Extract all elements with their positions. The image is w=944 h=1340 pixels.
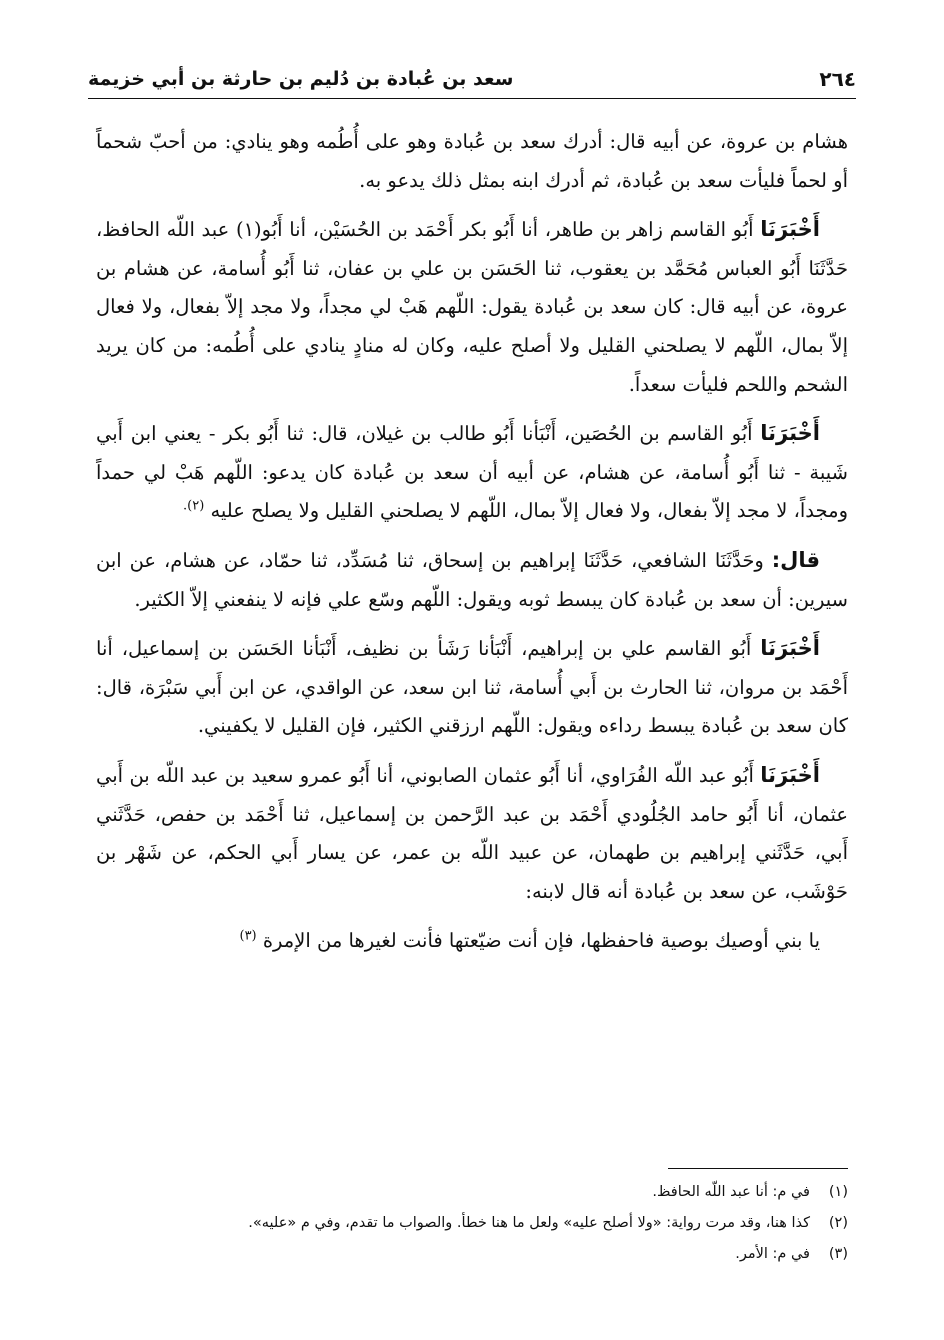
paragraph-4 (96, 541, 848, 619)
main-text (96, 122, 848, 971)
paragraph-lead: أَخْبَرَنَا (760, 636, 821, 661)
footnotes (96, 1168, 848, 1270)
footnote-ref: (٣) (239, 928, 257, 944)
footnote-text: كذا هنا، وقد مرت رواية: «ولا أصلح عليه» ولعل ما هنا خطأ. والصواب ما تقدم، وفي م «عليه». (248, 1215, 810, 1231)
paragraph-3 (96, 414, 848, 531)
paragraph-5 (96, 629, 848, 746)
running-title: سعد بن عُبادة بن دُليم بن حارثة بن أبي خزيمة (88, 68, 514, 90)
paragraph-1 (96, 122, 848, 200)
paragraph-text: أَبُو القاسم علي بن إبراهيم، أَنْبَأنا رَشَأ بن نظيف، أَنْبَأنا الحَسَن بن إسماعيل، أنا أَحْمَد بن مروان، ثنا الحارث بن أَبي أُسامة، ثنا ابن سعد، عن الواقدي، عن ابن أَبي سَبْرَة، قال: كان سعد بن عُبادة يبسط رداءه ويقول: اللّهم ارزقني الكثير، فإن القليل لا يكفيني. (96, 637, 848, 738)
footnote-text: في م: أنا عبد اللّه الحافظ. (652, 1184, 810, 1200)
paragraph-lead: أَخْبَرَنَا (760, 421, 821, 446)
footnote-divider (668, 1168, 848, 1169)
paragraph-lead: أَخْبَرَنَا (760, 762, 821, 787)
footnote-number: (٢) (828, 1215, 848, 1231)
footnote-3 (96, 1239, 848, 1270)
paragraph-text: أَبُو عبد اللّه الفُرَاوي، أنا أَبُو عثمان الصابوني، أنا أَبُو عمرو سعيد بن عبد اللّه بن أَبي عثمان، أنا أَبُو حامد الجُلُودي أَحْمَد بن عبد الرَّحمن بن إسماعيل، ثنا أَحْمَد بن حفص، حَدَّثَني أَبي، حَدَّثَني إبراهيم بن طهمان، عن عبيد اللّه بن عمر، عن يسار أَبي الحكم، عن شَهْر بن حَوْشَب، عن سعد بن عُبادة أنه قال لابنه: (96, 763, 848, 903)
paragraph-7 (96, 921, 848, 961)
paragraph-text: يا بني أوصيك بوصية فاحفظها، فإن أنت ضيّعتها فأنت لغيرها من الإمرة (262, 929, 820, 953)
paragraph-text: أَبُو القاسم زاهر بن طاهر، أنا أَبُو بكر أَحْمَد بن الحُسَيْن، أنا أَبُو(١) عبد اللّه الحافظ، حَدَّثَنَا أَبُو العباس مُحَمَّد بن يعقوب، ثنا الحَسَن بن علي بن عفان، ثنا أَبُو أُسامة، عن هشام بن عروة، عن أبيه قال: كان سعد بن عُبادة يقول: اللّهم هَبْ لي مجداً، ولا مجد إلاّ بفعال، ولا فعال إلاّ بمال، اللّهم لا يصلحني القليل ولا أصلح عليه، وكان له منادٍ ينادي على أُطُمه: من كان يريد الشحم واللحم فليأت سعداً. (96, 218, 848, 396)
paragraph-lead: قال: (771, 547, 820, 572)
paragraph-6 (96, 756, 848, 911)
running-head (88, 60, 856, 99)
footnote-2 (96, 1208, 848, 1239)
footnote-ref: (٢). (182, 498, 205, 514)
paragraph-lead: أَخْبَرَنَا (760, 217, 820, 242)
paragraph-text: وحَدَّثَنَا الشافعي، حَدَّثَنَا إبراهيم بن إسحاق، ثنا مُسَدِّد، ثنا حمّاد، عن هشام، عن ابن سيرين: أن سعد بن عُبادة كان يبسط ثوبه ويقول: اللّهم وسّع علي فإنه لا ينفعني إلاّ الكثير. (96, 548, 848, 611)
footnote-number: (١) (828, 1184, 848, 1200)
paragraph-2 (96, 210, 848, 404)
page-number: ٢٦٤ (819, 67, 856, 91)
paragraph-text: هشام بن عروة، عن أبيه قال: أدرك سعد بن عُبادة وهو على أُطُمه وهو ينادي: من أحبّ شحماً أو لحماً فليأت سعد بن عُبادة، ثم أدرك ابنه بمثل ذلك يدعو به. (96, 130, 848, 192)
footnote-text: في م: الأمر. (735, 1246, 810, 1262)
paragraph-text: أَبُو القاسم بن الحُصَين، أَنْبَأنا أَبُو طالب بن غيلان، قال: ثنا أَبُو بكر - يعني ابن أَبي شَيبة - ثنا أَبُو أُسامة، عن هشام، عن أبيه أن سعد بن عُبادة كان يدعو: اللّهم هَبْ لي حمداً ومجداً، لا مجد إلاّ بفعال، ولا فعال إلاّ بمال، اللّهم لا يصلحني القليل ولا يصلح عليه (96, 422, 848, 523)
footnote-1 (96, 1177, 848, 1208)
footnote-number: (٣) (828, 1246, 848, 1262)
